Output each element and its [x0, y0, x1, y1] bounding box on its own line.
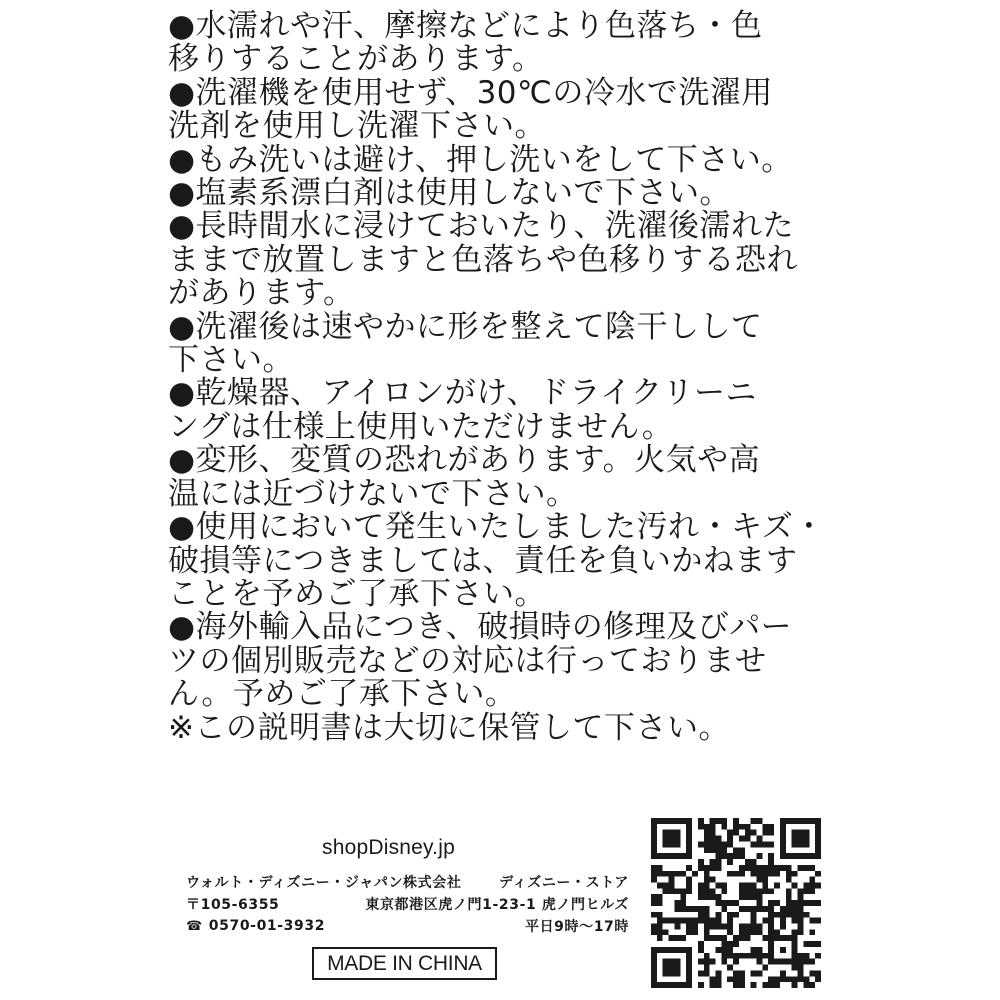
- care-line: ●洗濯後は速やかに形を整えて陰干しして: [168, 308, 763, 345]
- care-line: ●洗濯機を使用せず、30℃の冷水で洗濯用: [168, 74, 773, 111]
- care-line: ●海外輸入品につき、破損時の修理及びパー: [168, 609, 793, 646]
- care-line: ●乾燥器、アイロンがけ、ドライクリーニ: [168, 375, 757, 412]
- postal-code: 〒105-6355: [186, 897, 280, 913]
- care-line: ●使用において発生いたしました汚れ・キズ・: [168, 509, 825, 546]
- care-line: 温には近づけないで下さい。: [168, 475, 578, 512]
- care-line: ングは仕様上使用いただけません。: [168, 408, 674, 445]
- care-line: 洗剤を使用し洗濯下さい。: [168, 108, 546, 145]
- business-hours: 平日9時～17時: [524, 919, 629, 935]
- site-name: shopDisney.jp: [322, 836, 455, 859]
- care-line: 破損等につきましては、責任を負いかねます: [168, 542, 798, 579]
- company-name: ウォルト・ディズニー・ジャパン株式会社: [186, 875, 462, 891]
- care-line: ツの個別販売などの対応は行っておりませ: [168, 642, 767, 679]
- care-line: 下さい。: [168, 342, 294, 379]
- care-line: ※この説明書は大切に保管して下さい。: [168, 709, 730, 746]
- care-line: ままで放置しますと色落ちや色移りする恐れ: [168, 241, 798, 278]
- care-line: があります。: [168, 275, 355, 312]
- care-line: ことを予めご了承下さい。: [168, 575, 546, 612]
- qr-code-icon: [651, 818, 821, 988]
- telephone-icon: ☎: [186, 918, 203, 934]
- care-line: ●水濡れや汗、摩擦などにより色落ち・色: [168, 8, 763, 44]
- care-line: ●長時間水に浸けておいたり、洗濯後濡れた: [168, 208, 795, 245]
- store-name: ディズニー・ストア: [499, 875, 629, 891]
- address-line: [186, 894, 629, 914]
- made-in-badge: [312, 947, 497, 980]
- street-address: 東京都港区虎ノ門1-23-1 虎ノ門ヒルズ: [365, 897, 629, 913]
- care-line: 移りすることがあります。: [168, 41, 544, 78]
- phone-line: [186, 916, 629, 936]
- company-line: [186, 872, 629, 892]
- phone-number: 0570-01-3932: [208, 918, 326, 934]
- care-line: ●もみ洗いは避け、押し洗いをして下さい。: [168, 141, 793, 178]
- care-line: ●変形、変質の恐れがあります。火気や高: [168, 442, 761, 479]
- care-line: ●塩素系漂白剤は使用しないで下さい。: [168, 175, 732, 212]
- care-instructions: [168, 10, 828, 745]
- care-line: ん。予めご了承下さい。: [168, 676, 517, 713]
- origin-label: MADE IN CHINA: [327, 951, 482, 975]
